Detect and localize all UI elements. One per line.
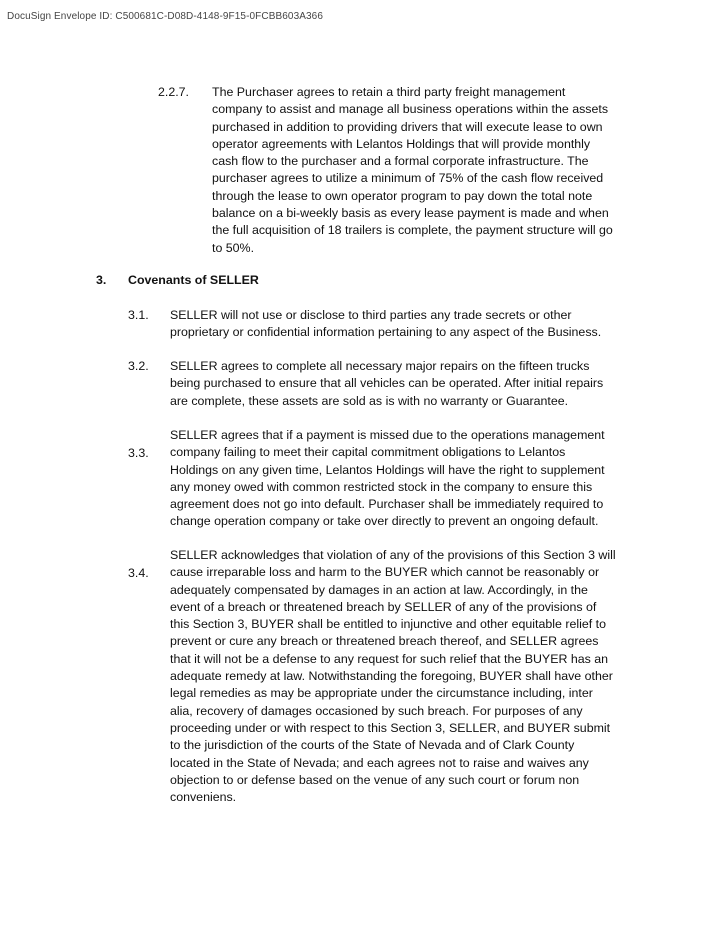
clause-number-3-2: 3.2. [128,359,149,373]
clause-3-3-text [170,427,605,531]
text-line: legal remedies as may be appropriate under the circumstance including, inter [170,686,593,701]
text-line: to 50%. [212,240,255,255]
text-line: conveniens. [170,790,237,805]
clause-number-2-2-7: 2.2.7. [158,85,190,99]
clause-number-3-3: 3.3. [128,446,149,460]
text-line: Holdings on any given time, Lelantos Holdings will have the right to supplement [170,462,605,477]
text-line: company failing to meet their capital commitment obligations to Lelantos [170,445,566,460]
text-line: through the lease to own operator program to pay down the total note [212,188,593,203]
text-line: The Purchaser agrees to retain a third party freight management [212,85,566,99]
text-line: objection to or defense based on the venue of any such court or forum non [170,772,580,787]
text-line: alia, recovery of damages occasioned by such breach. For purposes of any [170,703,583,718]
section-title: Covenants of SELLER [128,273,259,287]
text-line: adequately compensated by damages in an action at law. Accordingly, in the [170,582,588,597]
docusign-envelope-id: DocuSign Envelope ID: C500681C-D08D-4148-9F15-0FCBB603A366 [7,11,323,22]
text-line: company to assist and manage all business operations within the assets [212,102,609,117]
text-line: adequate remedy at law. Notwithstanding the foregoing, BUYER shall have other [170,669,613,684]
text-line: change operation company or take over directly to prevent an ongoing default. [170,514,599,529]
text-line: SELLER agrees to complete all necessary major repairs on the fifteen trucks [170,359,590,373]
clause-3-1-text [170,307,601,342]
text-line: event of a breach or threatened breach by SELLER of any of the provisions of [170,599,597,614]
text-line: cash flow to the purchaser and a formal corporate infrastructure. The [212,154,589,169]
clause-number-3-4: 3.4. [128,566,149,580]
text-line: that it will not be a defense to any request for such relief that the BUYER has an [170,651,609,666]
text-line: being purchased to ensure that all vehicles can be operated. After initial repairs [170,376,604,391]
text-line: cause irreparable loss and harm to the BUYER which cannot be reasonably or [170,565,600,580]
text-line: to the jurisdiction of the courts of the State of Nevada and of Clark County [170,738,575,753]
text-line: balance on a bi-weekly basis as every lease payment is made and when [212,206,609,221]
text-line: located in the State of Nevada; and each agrees not to raise and waives any [170,755,589,770]
clause-3-2-text [170,358,603,410]
text-line: proprietary or confidential information pertaining to any aspect of the Business. [170,325,602,340]
section-number-3: 3. [96,273,107,287]
text-line: SELLER agrees that if a payment is missed due to the operations management [170,428,605,442]
text-line: purchaser agrees to utilize a minimum of 75% of the cash flow received [212,171,604,186]
text-line: proceeding under or with respect to this Section 3, SELLER, and BUYER submit [170,720,611,735]
text-line: the full acquisition of 18 trailers is complete, the payment structure will go [212,223,613,238]
text-line: purchased in addition to providing drivers that will execute lease to own [212,119,603,134]
clause-number-3-1: 3.1. [128,308,149,322]
text-line: agreement does not go into default. Purchaser shall be immediately required to [170,497,604,512]
text-line: are complete, these assets are sold as is with no warranty or Guarantee. [170,393,569,408]
text-line: prevent or cure any breach or threatened breach thereof, and SELLER agrees [170,634,599,649]
text-line: SELLER will not use or disclose to third parties any trade secrets or other [170,308,572,322]
text-line: SELLER acknowledges that violation of any of the provisions of this Section 3 will [170,548,616,562]
clause-3-4-text [170,547,616,806]
text-line: any money owed with common restricted stock in the company to ensure this [170,479,593,494]
clause-2-2-7-text [212,84,613,257]
text-line: operator agreements with Lelantos Holdings that will provide monthly [212,136,591,151]
text-line: this Section 3, BUYER shall be entitled to injunctive and other equitable relief to [170,617,606,632]
